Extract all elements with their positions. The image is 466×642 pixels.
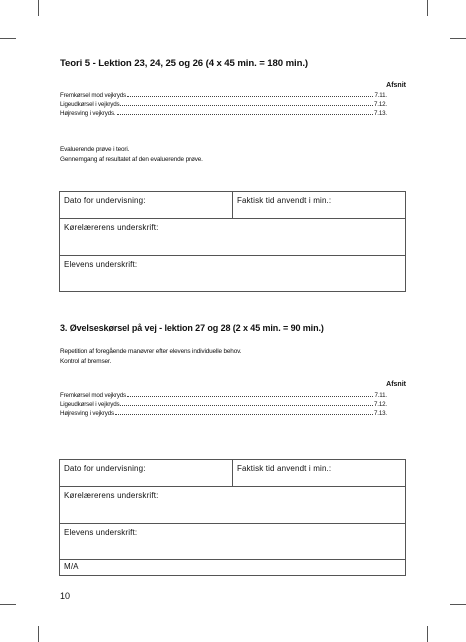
crop-mark <box>0 38 16 39</box>
toc-label: Højresving i vejkryds <box>60 410 114 417</box>
form-row-instructor <box>60 486 405 523</box>
crop-mark <box>0 604 16 605</box>
form-row-date <box>60 192 405 218</box>
toc-label: Ligeudkørsel i vejkryds <box>60 101 120 108</box>
toc-row <box>60 409 387 418</box>
crop-mark <box>38 626 39 642</box>
toc-ref: 7.11. <box>374 92 387 99</box>
form-row-date <box>60 460 405 486</box>
toc-leader-dots <box>117 113 373 115</box>
toc-row <box>60 91 387 100</box>
toc-label: Ligeudkørsel i vejkryds <box>60 401 120 408</box>
date-field-label[interactable]: Dato for undervisning: <box>64 196 146 205</box>
note-line: Repetition af foregående manøvrer efter elevens individuelle behov. <box>60 348 242 355</box>
toc-leader-dots <box>127 395 373 397</box>
section2-toc <box>60 391 387 418</box>
note-line: Evaluerende prøve i teori. <box>60 146 130 153</box>
toc-ref: 7.12. <box>373 101 387 108</box>
toc-leader-dots <box>127 95 373 97</box>
toc-leader-dots <box>120 404 373 406</box>
section1-toc <box>60 91 387 118</box>
section1-heading: Teori 5 - Lektion 23, 24, 25 og 26 (4 x 45 min. = 180 min.) <box>60 58 308 69</box>
section1-signature-form <box>59 191 406 292</box>
section2-afsnit-label: Afsnit <box>386 381 406 388</box>
toc-row <box>60 391 387 400</box>
crop-mark <box>450 38 466 39</box>
form-row-student <box>60 523 405 559</box>
toc-row <box>60 109 387 118</box>
section1-afsnit-label: Afsnit <box>386 82 406 89</box>
toc-leader-dots <box>115 413 373 415</box>
note-line: Kontrol af bremser. <box>60 358 112 365</box>
crop-mark <box>427 626 428 642</box>
toc-leader-dots <box>120 104 373 106</box>
section2-heading: 3. Øvelseskørsel på vej - lektion 27 og 28 (2 x 45 min. = 90 min.) <box>60 323 324 333</box>
instructor-signature-label[interactable]: Kørelærerens underskrift: <box>64 223 159 232</box>
form-row-ma <box>60 559 405 575</box>
section2-signature-form <box>59 459 406 576</box>
toc-label: Højresving i vejkryds. <box>60 110 116 117</box>
section1-notes <box>60 145 203 165</box>
instructor-signature-label[interactable]: Kørelærerens underskrift: <box>64 491 159 500</box>
column-divider <box>232 460 233 486</box>
crop-mark <box>427 0 428 16</box>
toc-label: Fremkørsel mod vejkryds <box>60 392 126 399</box>
ma-label[interactable]: M/A <box>64 562 79 571</box>
toc-label: Fremkørsel mod vejkryds <box>60 92 126 99</box>
time-used-field-label[interactable]: Faktisk tid anvendt i min.: <box>237 196 332 205</box>
form-row-student <box>60 255 405 291</box>
toc-ref: 7.13. <box>373 110 387 117</box>
toc-row <box>60 400 387 409</box>
note-line: Gennemgang af resultatet af den evaluerende prøve. <box>60 156 203 163</box>
crop-mark <box>450 604 466 605</box>
toc-ref: 7.11. <box>374 392 387 399</box>
toc-row <box>60 100 387 109</box>
column-divider <box>232 192 233 218</box>
student-signature-label[interactable]: Elevens underskrift: <box>64 260 138 269</box>
page-number: 10 <box>60 591 71 601</box>
section2-notes <box>60 347 241 367</box>
student-signature-label[interactable]: Elevens underskrift: <box>64 528 138 537</box>
toc-ref: 7.12. <box>373 401 387 408</box>
toc-ref: 7.13. <box>373 410 387 417</box>
crop-mark <box>38 0 39 16</box>
form-row-instructor <box>60 218 405 255</box>
date-field-label[interactable]: Dato for undervisning: <box>64 464 146 473</box>
time-used-field-label[interactable]: Faktisk tid anvendt i min.: <box>237 464 332 473</box>
